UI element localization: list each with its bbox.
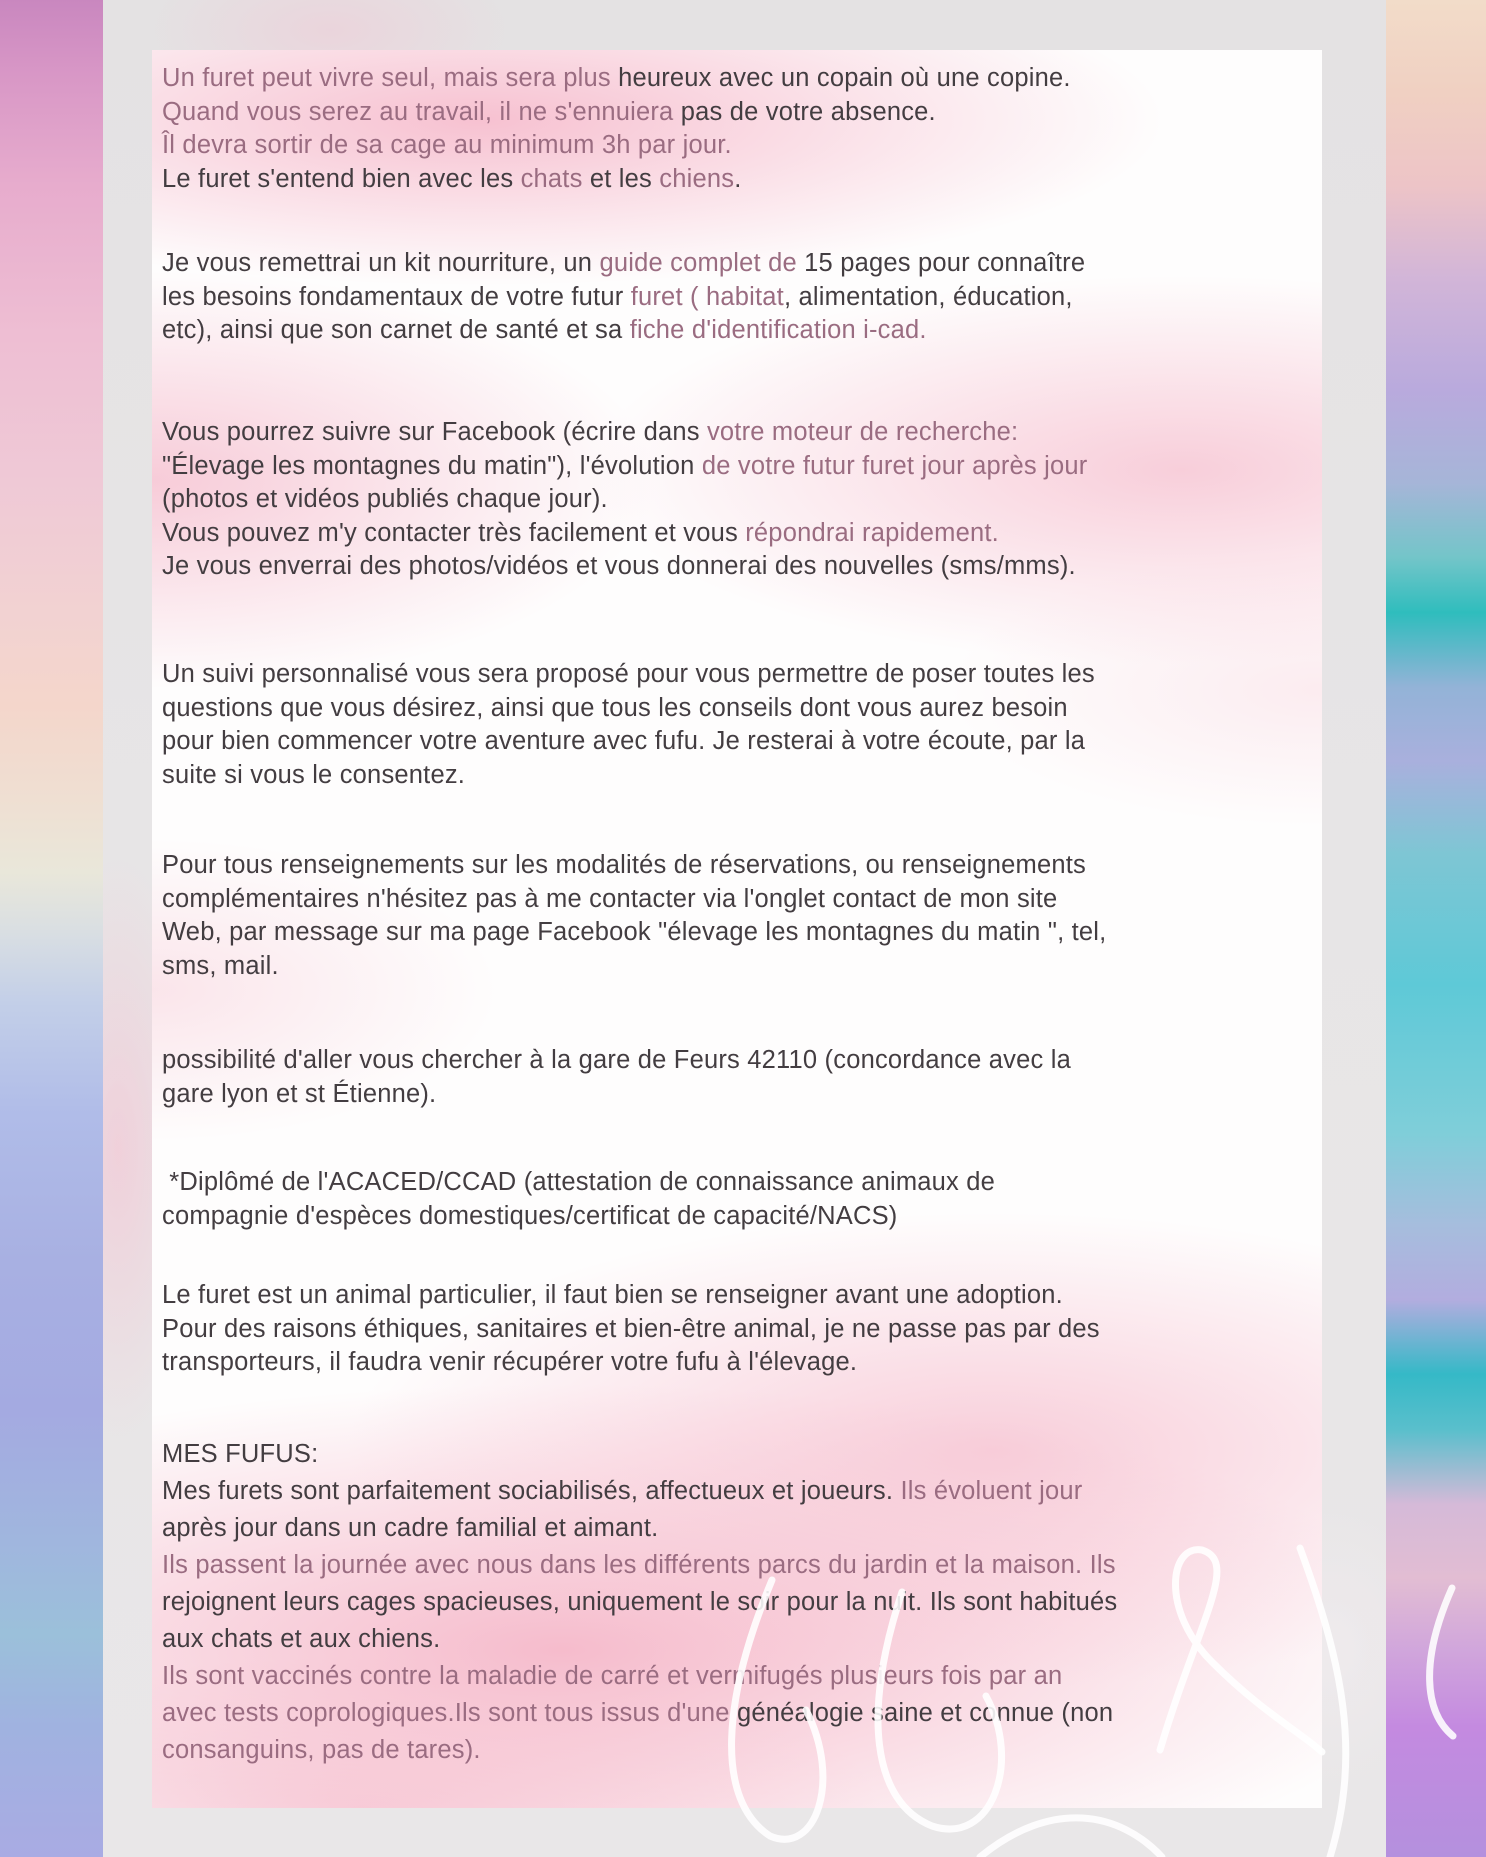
paragraph xyxy=(162,416,1282,584)
text-segment: les besoins fondamentaux de votre futur xyxy=(162,282,631,311)
text-segment: Mes furets sont parfaitement sociabilisés, affectueux et joueurs. xyxy=(162,1477,901,1505)
text-segment: et les xyxy=(582,164,660,193)
text-line xyxy=(162,247,1282,281)
paragraph xyxy=(162,62,1282,196)
text-segment: Je vous enverrai des photos/vidéos et vous donnerai des nouvelles (sms/mms). xyxy=(162,552,1076,580)
text-segment: (photos et vidéos publiés chaque jour). xyxy=(162,485,608,513)
text-segment: généalogie saine et connue (non xyxy=(736,1699,1114,1727)
text-segment: Pour tous renseignements sur les modalités de réservations, ou renseignements xyxy=(162,851,1086,879)
text-line xyxy=(162,281,1282,315)
text-line xyxy=(162,450,1282,484)
text-segment: chiens xyxy=(659,164,735,193)
text-line xyxy=(162,1346,1282,1380)
text-line xyxy=(162,1473,1282,1510)
paragraph xyxy=(162,1436,1282,1769)
text-line xyxy=(162,517,1282,551)
text-line xyxy=(162,62,1282,96)
text-segment: pas de votre absence. xyxy=(680,97,936,126)
text-segment: . xyxy=(734,164,742,193)
paragraph xyxy=(162,849,1282,983)
text-line xyxy=(162,163,1282,197)
text-segment: Je vous remettrai un kit nourriture, un xyxy=(162,249,600,277)
text-segment: gare lyon et st Étienne). xyxy=(162,1079,437,1108)
paragraph xyxy=(162,247,1282,348)
text-line xyxy=(162,483,1282,517)
text-line xyxy=(162,950,1282,984)
paragraph xyxy=(162,658,1282,792)
text-segment: , alimentation, éducation, xyxy=(783,282,1073,311)
pastel-border-left xyxy=(0,0,103,1857)
text-segment: Vous pouvez m'y contacter très facilement et vous xyxy=(162,518,746,547)
text-line xyxy=(162,416,1282,450)
text-line xyxy=(162,1547,1282,1584)
text-segment: votre moteur de recherche: xyxy=(706,418,1019,446)
text-segment: aux chats et aux chiens. xyxy=(162,1625,441,1653)
pastel-border-right xyxy=(1386,0,1486,1857)
text-segment: possibilité d'aller vous chercher à la gare de Feurs 42110 (concordance avec la xyxy=(162,1046,1071,1074)
text-segment: rejoignent leurs cages spacieuses, uniquement le soir pour la nuit. Ils sont habitués xyxy=(162,1588,1118,1616)
text-segment: Un suivi personnalisé vous sera proposé pour vous permettre de poser toutes les xyxy=(162,660,1095,688)
text-segment: transporteurs, il faudra venir récupérer votre fufu à l'élevage. xyxy=(162,1348,858,1376)
text-segment: furet ( habitat xyxy=(630,282,784,311)
text-segment: MES FUFUS: xyxy=(162,1440,319,1468)
text-segment: Web, par message sur ma page Facebook "élevage les montagnes du matin ", tel, xyxy=(162,918,1107,946)
text-line xyxy=(162,1279,1282,1313)
text-line xyxy=(162,1658,1282,1695)
text-segment: 15 pages pour connaître xyxy=(804,249,1086,277)
text-line xyxy=(162,916,1282,950)
text-line xyxy=(162,1621,1282,1658)
text-line xyxy=(162,1436,1282,1473)
text-segment: fiche d'identification i-cad. xyxy=(629,316,927,344)
text-line xyxy=(162,1313,1282,1347)
text-line xyxy=(162,550,1282,584)
text-line xyxy=(162,1044,1282,1078)
text-card xyxy=(152,50,1322,1808)
text-segment: pour bien commencer votre aventure avec fufu. Je resterai à votre écoute, par la xyxy=(162,727,1086,755)
text-segment: après jour dans un cadre familial et aimant. xyxy=(162,1514,659,1542)
text-segment: Quand vous serez au travail, il ne s'ennuiera xyxy=(162,97,681,126)
text-segment: avec tests coprologiques.Ils sont tous issus d'une xyxy=(162,1699,737,1727)
text-segment: Ils évoluent jour xyxy=(900,1477,1083,1505)
text-line xyxy=(162,849,1282,883)
text-line xyxy=(162,1732,1282,1769)
text-line xyxy=(162,1584,1282,1621)
text-segment: complémentaires n'hésitez pas à me contacter via l'onglet contact de mon site xyxy=(162,884,1058,913)
text-line xyxy=(162,692,1282,726)
text-segment: Le furet est un animal particulier, il faut bien se renseigner avant une adoption. xyxy=(162,1281,1063,1309)
text-segment: répondrai rapidement. xyxy=(745,518,999,547)
text-segment: Ils sont vaccinés contre la maladie de carré et vermifugés plusieurs fois par an xyxy=(162,1662,1063,1690)
text-line xyxy=(162,725,1282,759)
text-segment: Vous pourrez suivre sur Facebook (écrire dans xyxy=(162,418,707,446)
text-segment: heureux avec un copain où une copine. xyxy=(618,64,1071,92)
text-segment: "Élevage les montagnes du matin"), l'évolution xyxy=(162,451,702,480)
text-segment: Îl devra sortir de sa cage au minimum 3h par jour. xyxy=(162,131,732,159)
text-line xyxy=(162,883,1282,917)
paragraph xyxy=(162,1166,1282,1233)
text-line xyxy=(162,129,1282,163)
text-segment: guide complet de xyxy=(599,249,805,277)
text-segment: compagnie d'espèces domestiques/certificat de capacité/NACS) xyxy=(162,1201,898,1230)
text-segment: *Diplômé de l'ACACED/CCAD (attestation de connaissance animaux de xyxy=(162,1168,996,1196)
text-line xyxy=(162,1510,1282,1547)
text-segment: sms, mail. xyxy=(162,951,279,980)
text-line xyxy=(162,1078,1282,1112)
text-segment: Pour des raisons éthiques, sanitaires et bien-être animal, je ne passe pas par des xyxy=(162,1314,1100,1343)
text-segment: de votre futur furet jour après jour xyxy=(701,451,1088,480)
text-segment: Ils passent la journée avec nous dans les différents parcs du jardin et la maison. Ils xyxy=(162,1551,1116,1579)
text-line xyxy=(162,1695,1282,1732)
text-line xyxy=(162,1166,1282,1200)
text-segment: suite si vous le consentez. xyxy=(162,760,466,789)
text-line xyxy=(162,759,1282,793)
text-segment: etc), ainsi que son carnet de santé et sa xyxy=(162,316,630,344)
text-segment: questions que vous désirez, ainsi que tous les conseils dont vous aurez besoin xyxy=(162,693,1068,722)
text-line xyxy=(162,658,1282,692)
paragraph xyxy=(162,1279,1282,1380)
text-segment: consanguins, pas de tares). xyxy=(162,1736,481,1764)
text-line xyxy=(162,1200,1282,1234)
text-segment: Le furet s'entend bien avec les xyxy=(162,164,521,193)
text-segment: Un furet peut vivre seul, mais sera plus xyxy=(162,64,619,92)
text-segment: chats xyxy=(520,164,583,193)
text-line xyxy=(162,96,1282,130)
text-line xyxy=(162,314,1282,348)
paragraph xyxy=(162,1044,1282,1111)
